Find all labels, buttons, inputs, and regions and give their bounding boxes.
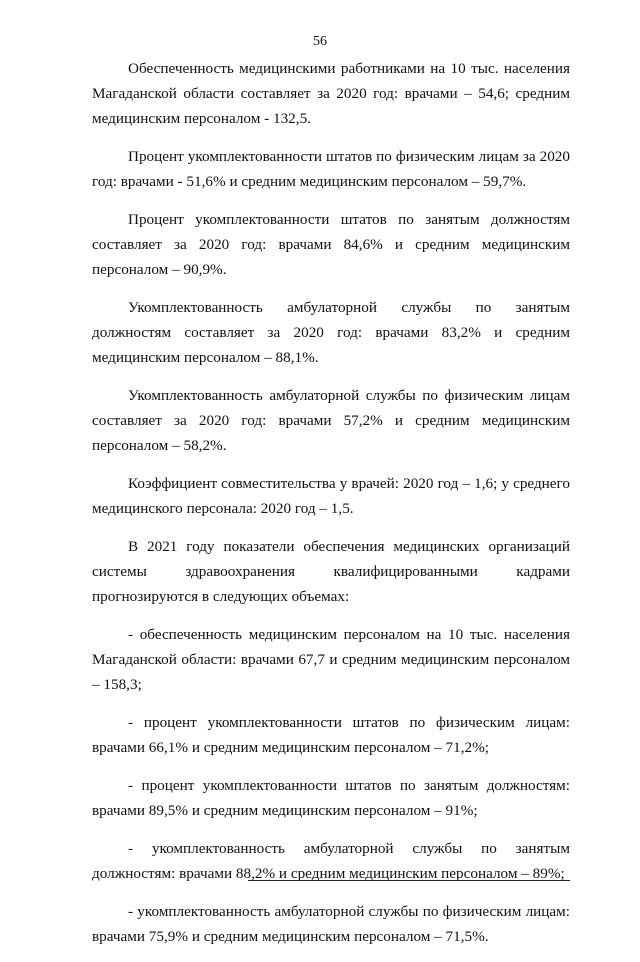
paragraph-outpatient-by-persons: Укомплектованность амбулаторной службы по физическим лицам составляет за 2020 год: врачами 57,2% и средним медицинским персоналом – 58,2%. [92,387,570,454]
list-item-forecast-outpatient-by-positions: - укомплектованность амбулаторной службы по занятым должностям: врачами 88,2% и средним медицинским персоналом – 89%; [92,840,570,882]
paragraph-2021-forecast-intro: В 2021 году показатели обеспечения медицинских организаций системы здравоохранения квалифицированными кадрами прогнозируются в следующих объемах: [92,538,570,605]
list-item-forecast-outpatient-by-persons: - укомплектованность амбулаторной службы по физическим лицам: врачами 75,9% и средним медицинским персоналом – 71,5%. [92,903,570,945]
paragraph-staffing-by-persons: Процент укомплектованности штатов по физическим лицам за 2020 год: врачами - 51,6% и средним медицинским персоналом – 59,7%. [92,148,570,190]
list-item-forecast-per-10k: - обеспеченность медицинским персоналом на 10 тыс. населения Магаданской области: врачами 67,7 и средним медицинским персоналом – 158,3; [92,626,570,693]
paragraph-outpatient-by-positions: Укомплектованность амбулаторной службы по занятым должностям составляет за 2020 год: врачами 83,2% и средним медицинским персоналом – 88,1%. [92,299,570,366]
footer-divider [248,880,570,881]
list-item-forecast-by-positions: - процент укомплектованности штатов по занятым должностям: врачами 89,5% и средним медицинским персоналом – 91%; [92,777,570,819]
paragraph-staffing-by-positions: Процент укомплектованности штатов по занятым должностям составляет за 2020 год: врачами 84,6% и средним медицинским персоналом – 90,9%. [92,211,570,278]
document-body [92,56,570,962]
paragraph-staffing-per-10k: Обеспеченность медицинскими работниками на 10 тыс. населения Магаданской области составляет за 2020 год: врачами – 54,6; средним медицинским персоналом - 132,5. [92,60,570,127]
page-number: 56 [313,34,327,49]
list-item-forecast-by-persons: - процент укомплектованности штатов по физическим лицам: врачами 66,1% и средним медицинским персоналом – 71,2%; [92,714,570,756]
paragraph-part-time-coefficient: Коэффициент совместительства у врачей: 2020 год – 1,6; у среднего медицинского персонала: 2020 год – 1,5. [92,475,570,517]
